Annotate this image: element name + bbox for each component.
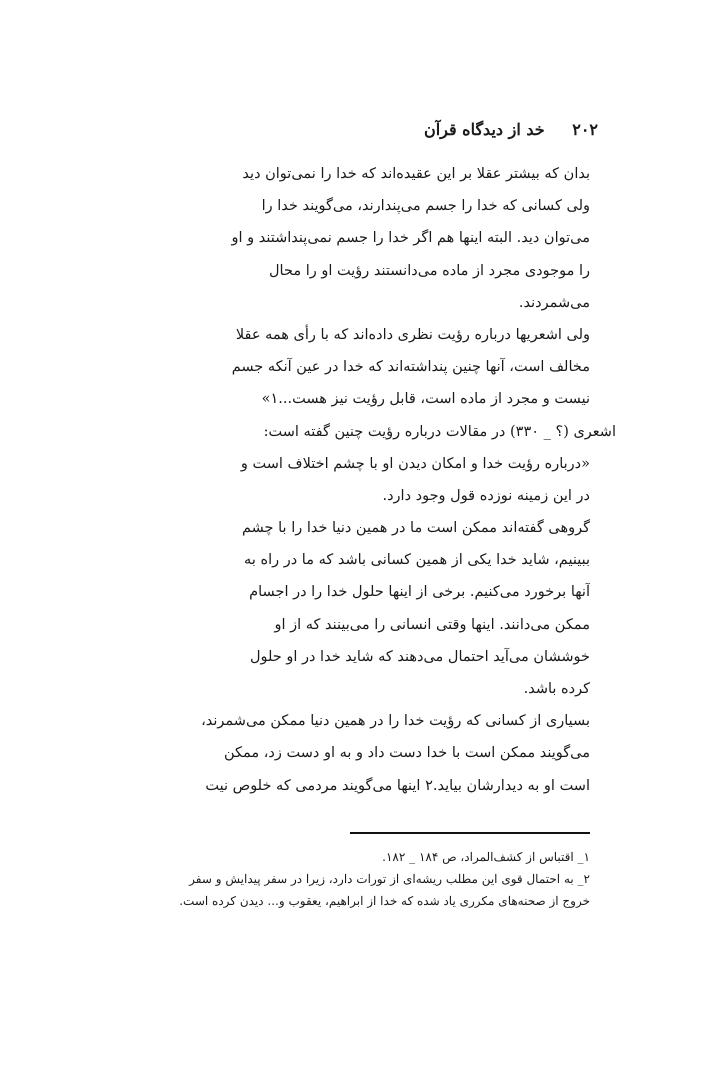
text-line: آنها برخورد می‌کنیم. برخی از اینها حلول خدا را در اجسام [249, 584, 590, 601]
text-line: می‌توان دید. البته اینها هم اگر خدا را جسم نمی‌پنداشتند و او [231, 230, 590, 247]
text-line: گروهی گفته‌اند ممکن است ما در همین دنیا خدا را با چشم [241, 520, 590, 537]
text-line: کرده باشد. [523, 681, 590, 697]
text-line: بدان که بیشتر عقلا بر این عقیده‌اند که خدا را نمی‌توان دید [242, 166, 590, 182]
text-line: را موجودی مجرد از ماده می‌دانستند رؤیت او را محال [269, 262, 590, 279]
page-number: ۲۰۲ [572, 120, 598, 139]
text-line: اشعری (؟ _ ۳۳۰) در مقالات درباره رؤیت چنین گفته است: [263, 423, 616, 440]
text-line: بسیاری از کسانی که رؤیت خدا را در همین دنیا ممکن می‌شمرند، [201, 713, 590, 730]
text-line: مخالف است، آنها چنین پنداشته‌اند که خدا در عین آنکه جسم [231, 359, 590, 376]
footnote-line: ۲_ به احتمال قوی این مطلب ریشه‌ای از تورات دارد، زیرا در سفر پیدایش و سفر [189, 872, 590, 886]
text-line: «درباره رؤیت خدا و امکان دیدن او با چشم اختلاف است و [240, 455, 590, 472]
text-line: ولی کسانی که خدا را جسم می‌پندارند، می‌گویند خدا را [261, 198, 590, 215]
text-line: نیست و مجرد از ماده است، قابل رؤیت نیز هست...۱» [261, 391, 590, 408]
running-title: خد از دیدگاه قرآن [423, 120, 545, 139]
footnote-line: خروج از صحنه‌های مکرری یاد شده که خدا از ابراهیم، یعقوب و... دیدن کرده است. [179, 894, 590, 908]
text-line: است او به دیدارشان بیاید.۲ اینها می‌گویند مردمی که خلوص نیت [205, 777, 590, 794]
footnote-line: ۱_ اقتباس از کشف‌المراد، ص ۱۸۴ _ ۱۸۲. [382, 850, 590, 864]
body-text [112, 158, 616, 802]
page-header [108, 120, 598, 139]
text-line: ممکن می‌دانند. اینها وقتی انسانی را می‌بینند که از او [274, 616, 590, 633]
text-line: می‌گویند ممکن است با خدا دست داد و به او دست زد، ممکن [223, 745, 590, 762]
footnotes [112, 846, 590, 912]
text-line: ببینیم، شاید خدا یکی از همین کسانی باشد که ما در راه به [244, 552, 590, 569]
text-line: ولی اشعریها درباره رؤیت نظری داده‌اند که با رأی همه عقلا [235, 326, 590, 343]
footnote-divider [350, 832, 590, 834]
text-line: در این زمینه نوزده قول وجود دارد. [382, 487, 590, 504]
text-line: می‌شمردند. [518, 294, 590, 311]
text-line: خوششان می‌آید احتمال می‌دهند که شاید خدا در او حلول [249, 648, 590, 665]
